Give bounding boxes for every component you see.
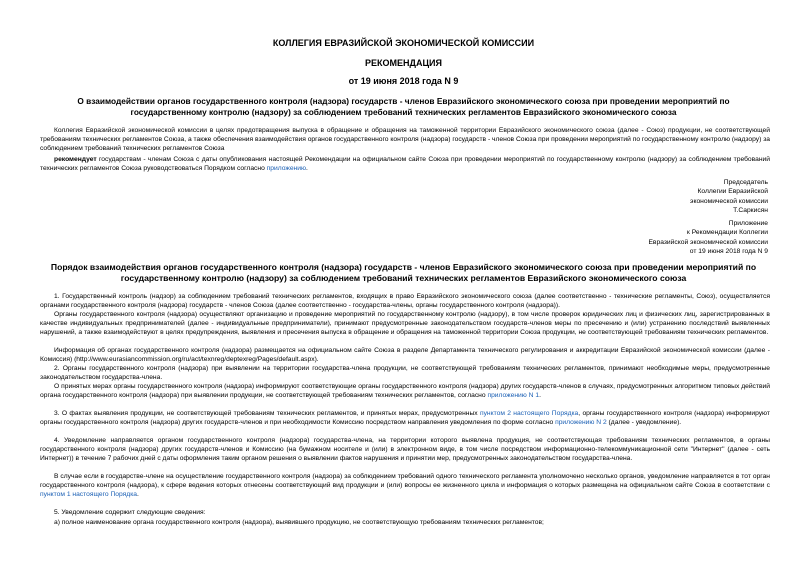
section-2-paragraph-2 xyxy=(40,383,770,401)
appendix-line-2: к Рекомендации Коллегии xyxy=(686,229,768,237)
point-2-link[interactable]: пунктом 2 настоящего Порядка xyxy=(479,410,579,417)
signature-name: Т.Саркисян xyxy=(733,207,768,215)
section-1: 1. Государственный контроль (надзор) за соблюдением требований технических регламентов, входящих в право Евразийского экономического союза (далее соответственно - технические регламенты, Союз), осуществляется органами государственного контроля (надзора) государств - членов Союза (далее соответственно - государства-члены, органы государственного контроля (надзора)). xyxy=(40,293,770,309)
signature-line-2: Коллегии Евразийской xyxy=(697,188,768,196)
signature-line-3: экономической комиссии xyxy=(690,197,768,205)
section-2-end: . xyxy=(539,391,541,399)
appendix-block xyxy=(568,219,768,257)
procedure-title-line-1: Порядок взаимодействия органов государственного контроля (надзора) государств - членов Евразийского экономического союза при проведении мероприятий по xyxy=(50,262,757,272)
section-3-end: (далее - уведомление). xyxy=(606,418,682,426)
recommends-text: государствам - членам Союза с даты опубликования настоящей Рекомендации на официальном сайте Союза при проведении мероприятий по государственному контролю (надзору) за соблюдением требований технических регламентов Союза руководствоваться Порядком согласно xyxy=(40,156,770,172)
intro-paragraph: Коллегия Евразийской экономической комиссии в целях предотвращения выпуска в обращение и обращения на таможенной территории Евразийского экономического союза (далее - Союз) продукции, не соответствующей требованиям технических регламентов Союза, а также обеспечения взаимодействия органов государственного контроля (надзора) государств - членов Союза при проведении мероприятий по государственному контролю (надзору) за соблюдением требований технических регламентов Союза xyxy=(40,127,770,152)
appendix-line-3: Евразийской экономической комиссии xyxy=(648,238,768,246)
section-3-middle: , органы государственного контроля (надзора) информируют органы государственного контроля (надзора) других государств-членов и при необходимости Комиссию посредством направления уведомления по форме согласно xyxy=(40,410,770,426)
doc-title-line-1: О взаимодействии органов государственного контроля (надзора) государств - членов Евразийского экономического союза при проведении мероприятий по xyxy=(77,96,730,106)
appendix-link[interactable]: приложению xyxy=(266,164,306,172)
appendix-2-link[interactable]: приложению N 2 xyxy=(555,418,607,426)
signature-block xyxy=(568,178,768,216)
section-5a: а) полное наименование органа государственного контроля (надзора), выявившего продукцию, не соответствующую требованиям технических регламентов; xyxy=(54,519,544,526)
point-1-link[interactable]: пунктом 1 настоящего Порядка xyxy=(40,490,137,498)
section-2: 2. Органы государственного контроля (надзора) при выявлении на территории государства-члена продукции, не соответствующей требованиям технических регламентов, принимают необходимые меры, предусмотренные законодательством государства-члена. xyxy=(40,365,770,381)
section-3 xyxy=(40,410,770,428)
section-1-paragraph-3: Информация об органах государственного контроля (надзора) размещается на официальном сайте Союза в разделе Департамента технического регулирования и аккредитации Евразийской экономической комиссии (далее - Комиссия) (http://www.eurasiancommission.org/ru/act/texnreg/deptexreg/Pages/default.aspx). xyxy=(40,347,770,363)
org-heading: КОЛЛЕГИЯ ЕВРАЗИЙСКОЙ ЭКОНОМИЧЕСКОЙ КОМИССИИ xyxy=(272,38,535,48)
signature-line-1: Председатель xyxy=(723,179,768,186)
section-4-paragraph-2 xyxy=(40,473,770,499)
recommends-end: . xyxy=(306,164,308,172)
procedure-title-line-2: государственному контролю (надзору) за соблюдением требований технических регламентов Евразийского экономического союза xyxy=(120,273,687,283)
section-3-text: 3. О фактах выявления продукции, не соответствующей требованиям технических регламентов, и принятых мерах, предусмотренных xyxy=(54,410,480,417)
appendix-line-1: Приложение xyxy=(728,220,768,227)
recommends-paragraph xyxy=(40,156,770,174)
section-4: 4. Уведомление направляется органом государственного контроля (надзора) государства-члена, на территории которого выявлена продукция, не соответствующая требованиям технических регламентов, в органы государственного контроля (надзора) других государств-членов и Комиссию (на бумажном носителе и (или) в электронном виде, в том числе посредством информационно-телекоммуникационной сети "Интернет" (далее - сеть Интернет)) в течение 7 рабочих дней с даты оформления таким органом решения о выявлении фактов нарушения и принятии мер, предусмотренных законодательством государства-члена. xyxy=(40,437,770,462)
doc-type-heading: РЕКОМЕНДАЦИЯ xyxy=(365,58,442,68)
section-4b-end: . xyxy=(137,490,139,498)
appendix-1-link[interactable]: приложению N 1 xyxy=(487,391,540,399)
appendix-line-4: от 19 июня 2018 года N 9 xyxy=(689,248,768,256)
section-1-paragraph-2: Органы государственного контроля (надзора) осуществляют организацию и проведение мероприятий по государственному контролю (надзору), в том числе проверок юридических лиц и физических лиц, зарегистрированных в качестве индивидуальных предпринимателей (далее - индивидуальные предприниматели), принимают предусмотренные законодательством государств-членов меры по пресечению и (или) устранению последствий выявленных нарушений, а также взаимодействуют в целях предупреждения, выявления и пресечения выпуска в обращение и обращения на таможенной территории Союза продукции, не соответствующей требованиям технических регламентов. xyxy=(40,311,770,336)
date-number: от 19 июня 2018 года N 9 xyxy=(348,76,459,86)
section-4b-text: В случае если в государстве-члене на осуществление государственного контроля (надзора) за соблюдением требований одного технического регламента уполномочено несколько органов, уведомление направляется в тот орган государственного контроля (надзора), к сфере ведения которых отнесены соответствующий вид продукции и (или) вопросы ее жизненного цикла и информация о которых размещена на официальном сайте Союза в соответствии с xyxy=(40,473,770,489)
section-5: 5. Уведомление содержит следующие сведения: xyxy=(54,509,206,516)
recommends-word: рекомендует xyxy=(54,156,97,163)
section-2-text: О принятых мерах органы государственного контроля (надзора) информируют соответствующие органы государственного контроля (надзора) других государств-членов в случаях, предусмотренных алгоритмом типовых действий органа государственного контроля (надзора) при выявлении продукции, не соответствующей требованиям технических регламентов, согласно xyxy=(40,383,770,399)
doc-title-line-2: государственному контролю (надзору) за соблюдением требований технических регламентов Евразийского экономического союза xyxy=(130,107,677,117)
